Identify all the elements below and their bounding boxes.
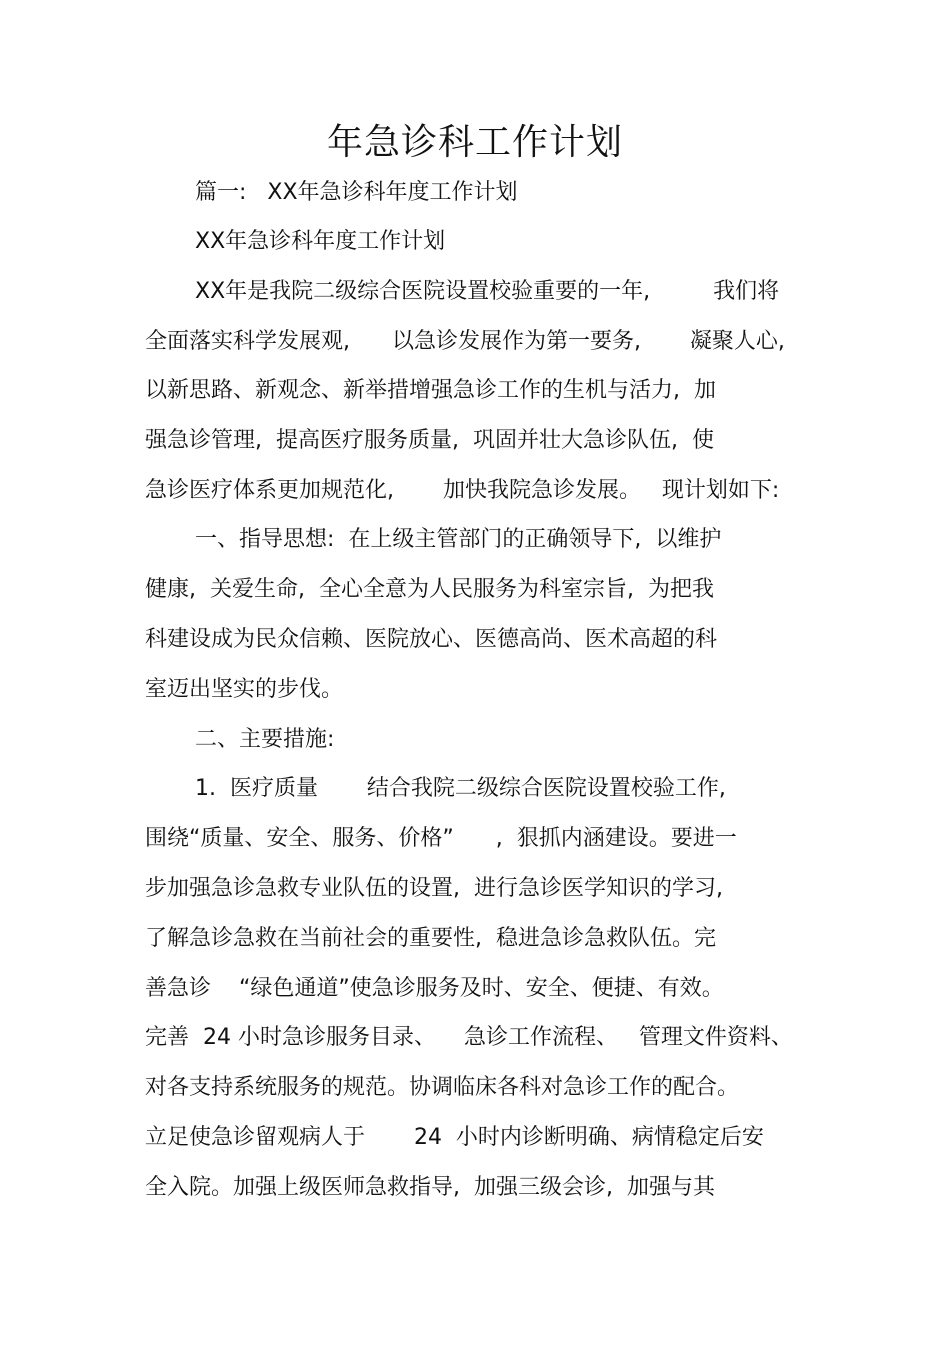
document-title: 年急诊科工作计划 — [326, 122, 623, 163]
paragraph-line: 1. 医疗质量 结合我院二级综合医院设置校验工作, — [195, 776, 726, 801]
paragraph-line: 全入院。加强上级医师急救指导, 加强三级会诊, 加强与其 — [145, 1175, 715, 1200]
paragraph-line: 健康, 关爱生命, 全心全意为人民服务为科室宗旨, 为把我 — [145, 577, 714, 602]
paragraph-line: 步加强急诊急救专业队伍的设置, 进行急诊医学知识的学习, — [145, 876, 723, 901]
paragraph-line: XX年是我院二级综合医院设置校验重要的一年, 我们将 — [195, 279, 780, 304]
paragraph-line: 强急诊管理, 提高医疗服务质量, 巩固并壮大急诊队伍, 使 — [145, 428, 714, 453]
paragraph-line: 篇一: XX年急诊科年度工作计划 — [195, 180, 518, 205]
paragraph-line: 对各支持系统服务的规范。协调临床各科对急诊工作的配合。 — [145, 1075, 740, 1100]
paragraph-line: 急诊医疗体系更加规范化, 加快我院急诊发展。 现计划如下: — [145, 478, 780, 503]
paragraph-line: 善急诊 “绿色通道”使急诊服务及时、安全、便捷、有效。 — [145, 976, 724, 1001]
paragraph-line: XX年急诊科年度工作计划 — [195, 229, 446, 254]
paragraph-line: 二、主要措施: — [195, 727, 335, 752]
paragraph-line: 一、指导思想: 在上级主管部门的正确领导下, 以维护 — [195, 527, 722, 552]
paragraph-line: 了解急诊急救在当前社会的重要性, 稳进急诊急救队伍。完 — [145, 926, 716, 951]
paragraph-line: 完善 24 小时急诊服务目录、 急诊工作流程、 管理文件资料、 — [145, 1025, 793, 1050]
paragraph-line: 科建设成为民众信赖、医院放心、医德高尚、医术高超的科 — [145, 627, 718, 652]
paragraph-line: 以新思路、新观念、新举措增强急诊工作的生机与活力, 加 — [145, 378, 716, 403]
paragraph-line: 围绕“质量、安全、服务、价格” , 狠抓内涵建设。要进一 — [145, 826, 737, 851]
paragraph-line: 立足使急诊留观病人于 24 小时内诊断明确、病情稳定后安 — [145, 1125, 764, 1150]
paragraph-line: 室迈出坚实的步伐。 — [145, 677, 344, 702]
paragraph-line: 全面落实科学发展观, 以急诊发展作为第一要务, 凝聚人心, — [145, 329, 785, 354]
